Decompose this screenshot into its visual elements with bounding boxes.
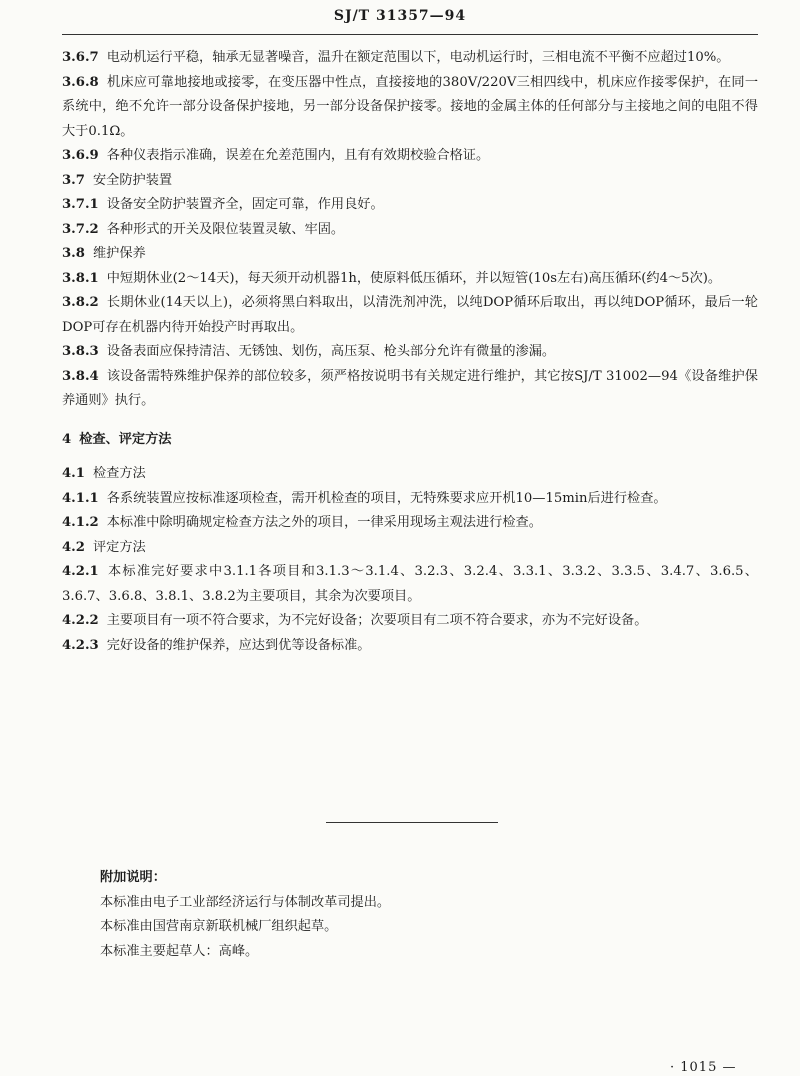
clause-number: 3.7.2 bbox=[62, 221, 99, 237]
clause-text: 机床应可靠地接地或接零，在变压器中性点，直接接地的380V/220V三相四线中，机床应作接零保护，在同一系统中，绝不允许一部分设备保护接地，另一部分设备保护接零。接地的金属主体的任何部分与主接地之间的电阻不得大于0.1Ω。 bbox=[62, 74, 758, 139]
clause-number: 3.7.1 bbox=[62, 197, 99, 212]
clause-number: 3.7 bbox=[62, 172, 85, 188]
clause-paragraph bbox=[62, 609, 758, 634]
clause-paragraph bbox=[62, 340, 758, 365]
document-body bbox=[62, 46, 758, 658]
appendix-note bbox=[100, 866, 740, 964]
clause-number: 4.1.1 bbox=[62, 490, 99, 506]
clause-number: 3.6.9 bbox=[62, 148, 99, 163]
clause-text: 维护保养 bbox=[92, 246, 146, 261]
clause-number: 4.2.3 bbox=[62, 637, 99, 653]
clause-text: 各种形式的开关及限位装置灵敏、牢固。 bbox=[106, 221, 345, 237]
clause-text: 电动机运行平稳，轴承无显著噪音，温升在额定范围以下，电动机运行时，三相电流不平衡不应超过10%。 bbox=[106, 50, 730, 65]
clause-number: 3.8.2 bbox=[62, 295, 99, 310]
clause-number: 3.6.7 bbox=[62, 50, 99, 65]
clause-text: 安全防护装置 bbox=[92, 172, 173, 188]
clause-text: 检查方法 bbox=[92, 466, 146, 481]
clause-paragraph bbox=[62, 487, 758, 512]
appendix-line: 本标准由电子工业部经济运行与体制改革司提出。 bbox=[100, 894, 391, 910]
clause-number: 4.2.1 bbox=[62, 564, 99, 579]
appendix-line: 本标准主要起草人：高峰。 bbox=[100, 943, 259, 959]
clause-text: 中短期休业(2～14天)，每天须开动机器1h，使原料低压循环，并以短管(10s左右)高压循环(约4～5次)。 bbox=[106, 270, 722, 286]
clause-paragraph bbox=[62, 71, 758, 145]
appendix-title: 附加说明： bbox=[100, 870, 166, 885]
clause-number: 4.2.2 bbox=[62, 613, 99, 628]
section-number: 4 bbox=[62, 431, 72, 447]
clause-paragraph bbox=[62, 634, 758, 659]
clause-text: 本标准中除明确规定检查方法之外的项目，一律采用现场主观法进行检查。 bbox=[106, 515, 542, 530]
clause-paragraph bbox=[62, 560, 758, 609]
clause-number: 3.8.4 bbox=[62, 368, 99, 384]
standard-code-header: SJ/T 31357—94 bbox=[333, 8, 467, 24]
section-4-paragraphs bbox=[62, 462, 758, 658]
clause-paragraph bbox=[62, 365, 758, 414]
header-divider bbox=[62, 34, 758, 35]
clause-text: 各种仪表指示准确，误差在允差范围内，且有有效期校验合格证。 bbox=[106, 148, 490, 163]
clause-text: 完好设备的维护保养，应达到优等设备标准。 bbox=[106, 637, 371, 653]
section-3-paragraphs bbox=[62, 46, 758, 414]
section-4-heading bbox=[62, 428, 758, 453]
clause-paragraph bbox=[62, 291, 758, 340]
clause-paragraph bbox=[62, 46, 758, 71]
clause-text: 主要项目有一项不符合要求，为不完好设备；次要项目有二项不符合要求，亦为不完好设备。 bbox=[106, 613, 648, 628]
clause-text: 长期休业(14天以上)，必须将黑白料取出，以清洗剂冲洗，以纯DOP循环后取出，再以纯DOP循环，最后一轮DOP可存在机器内待开始投产时再取出。 bbox=[62, 295, 758, 335]
clause-number: 3.6.8 bbox=[62, 74, 99, 90]
section-title: 检查、评定方法 bbox=[79, 431, 172, 447]
clause-text: 设备安全防护装置齐全，固定可靠，作用良好。 bbox=[106, 197, 384, 212]
clause-paragraph bbox=[62, 511, 758, 536]
clause-paragraph bbox=[62, 169, 758, 194]
clause-paragraph bbox=[62, 536, 758, 561]
clause-text: 设备表面应保持清洁、无锈蚀、划伤，高压泵、枪头部分允许有微量的渗漏。 bbox=[106, 344, 556, 359]
clause-number: 3.8.3 bbox=[62, 344, 99, 359]
clause-paragraph bbox=[62, 193, 758, 218]
clause-text: 本标准完好要求中3.1.1各项目和3.1.3～3.1.4、3.2.3、3.2.4、3.3.1、3.3.2、3.3.5、3.4.7、3.6.5、3.6.7、3.6.8、3.8.1、3.8.2为主要项目，其余为次要项目。 bbox=[62, 564, 758, 604]
page-number: · 1015 — bbox=[670, 1060, 737, 1075]
clause-paragraph bbox=[62, 242, 758, 267]
clause-paragraph bbox=[62, 267, 758, 292]
clause-paragraph bbox=[62, 144, 758, 169]
end-divider bbox=[326, 822, 498, 823]
clause-number: 3.8 bbox=[62, 246, 85, 261]
clause-text: 各系统装置应按标准逐项检查，需开机检查的项目，无特殊要求应开机10—15min后进行检查。 bbox=[106, 490, 667, 506]
clause-number: 3.8.1 bbox=[62, 270, 99, 286]
clause-number: 4.2 bbox=[62, 539, 85, 555]
clause-text: 评定方法 bbox=[92, 539, 146, 555]
clause-paragraph bbox=[62, 462, 758, 487]
clause-number: 4.1.2 bbox=[62, 515, 99, 530]
clause-paragraph bbox=[62, 218, 758, 243]
clause-text: 该设备需特殊维护保养的部位较多，须严格按说明书有关规定进行维护，其它按SJ/T 31002—94《设备维护保养通则》执行。 bbox=[62, 368, 758, 408]
clause-number: 4.1 bbox=[62, 466, 85, 481]
appendix-line: 本标准由国营南京新联机械厂组织起草。 bbox=[100, 919, 338, 934]
